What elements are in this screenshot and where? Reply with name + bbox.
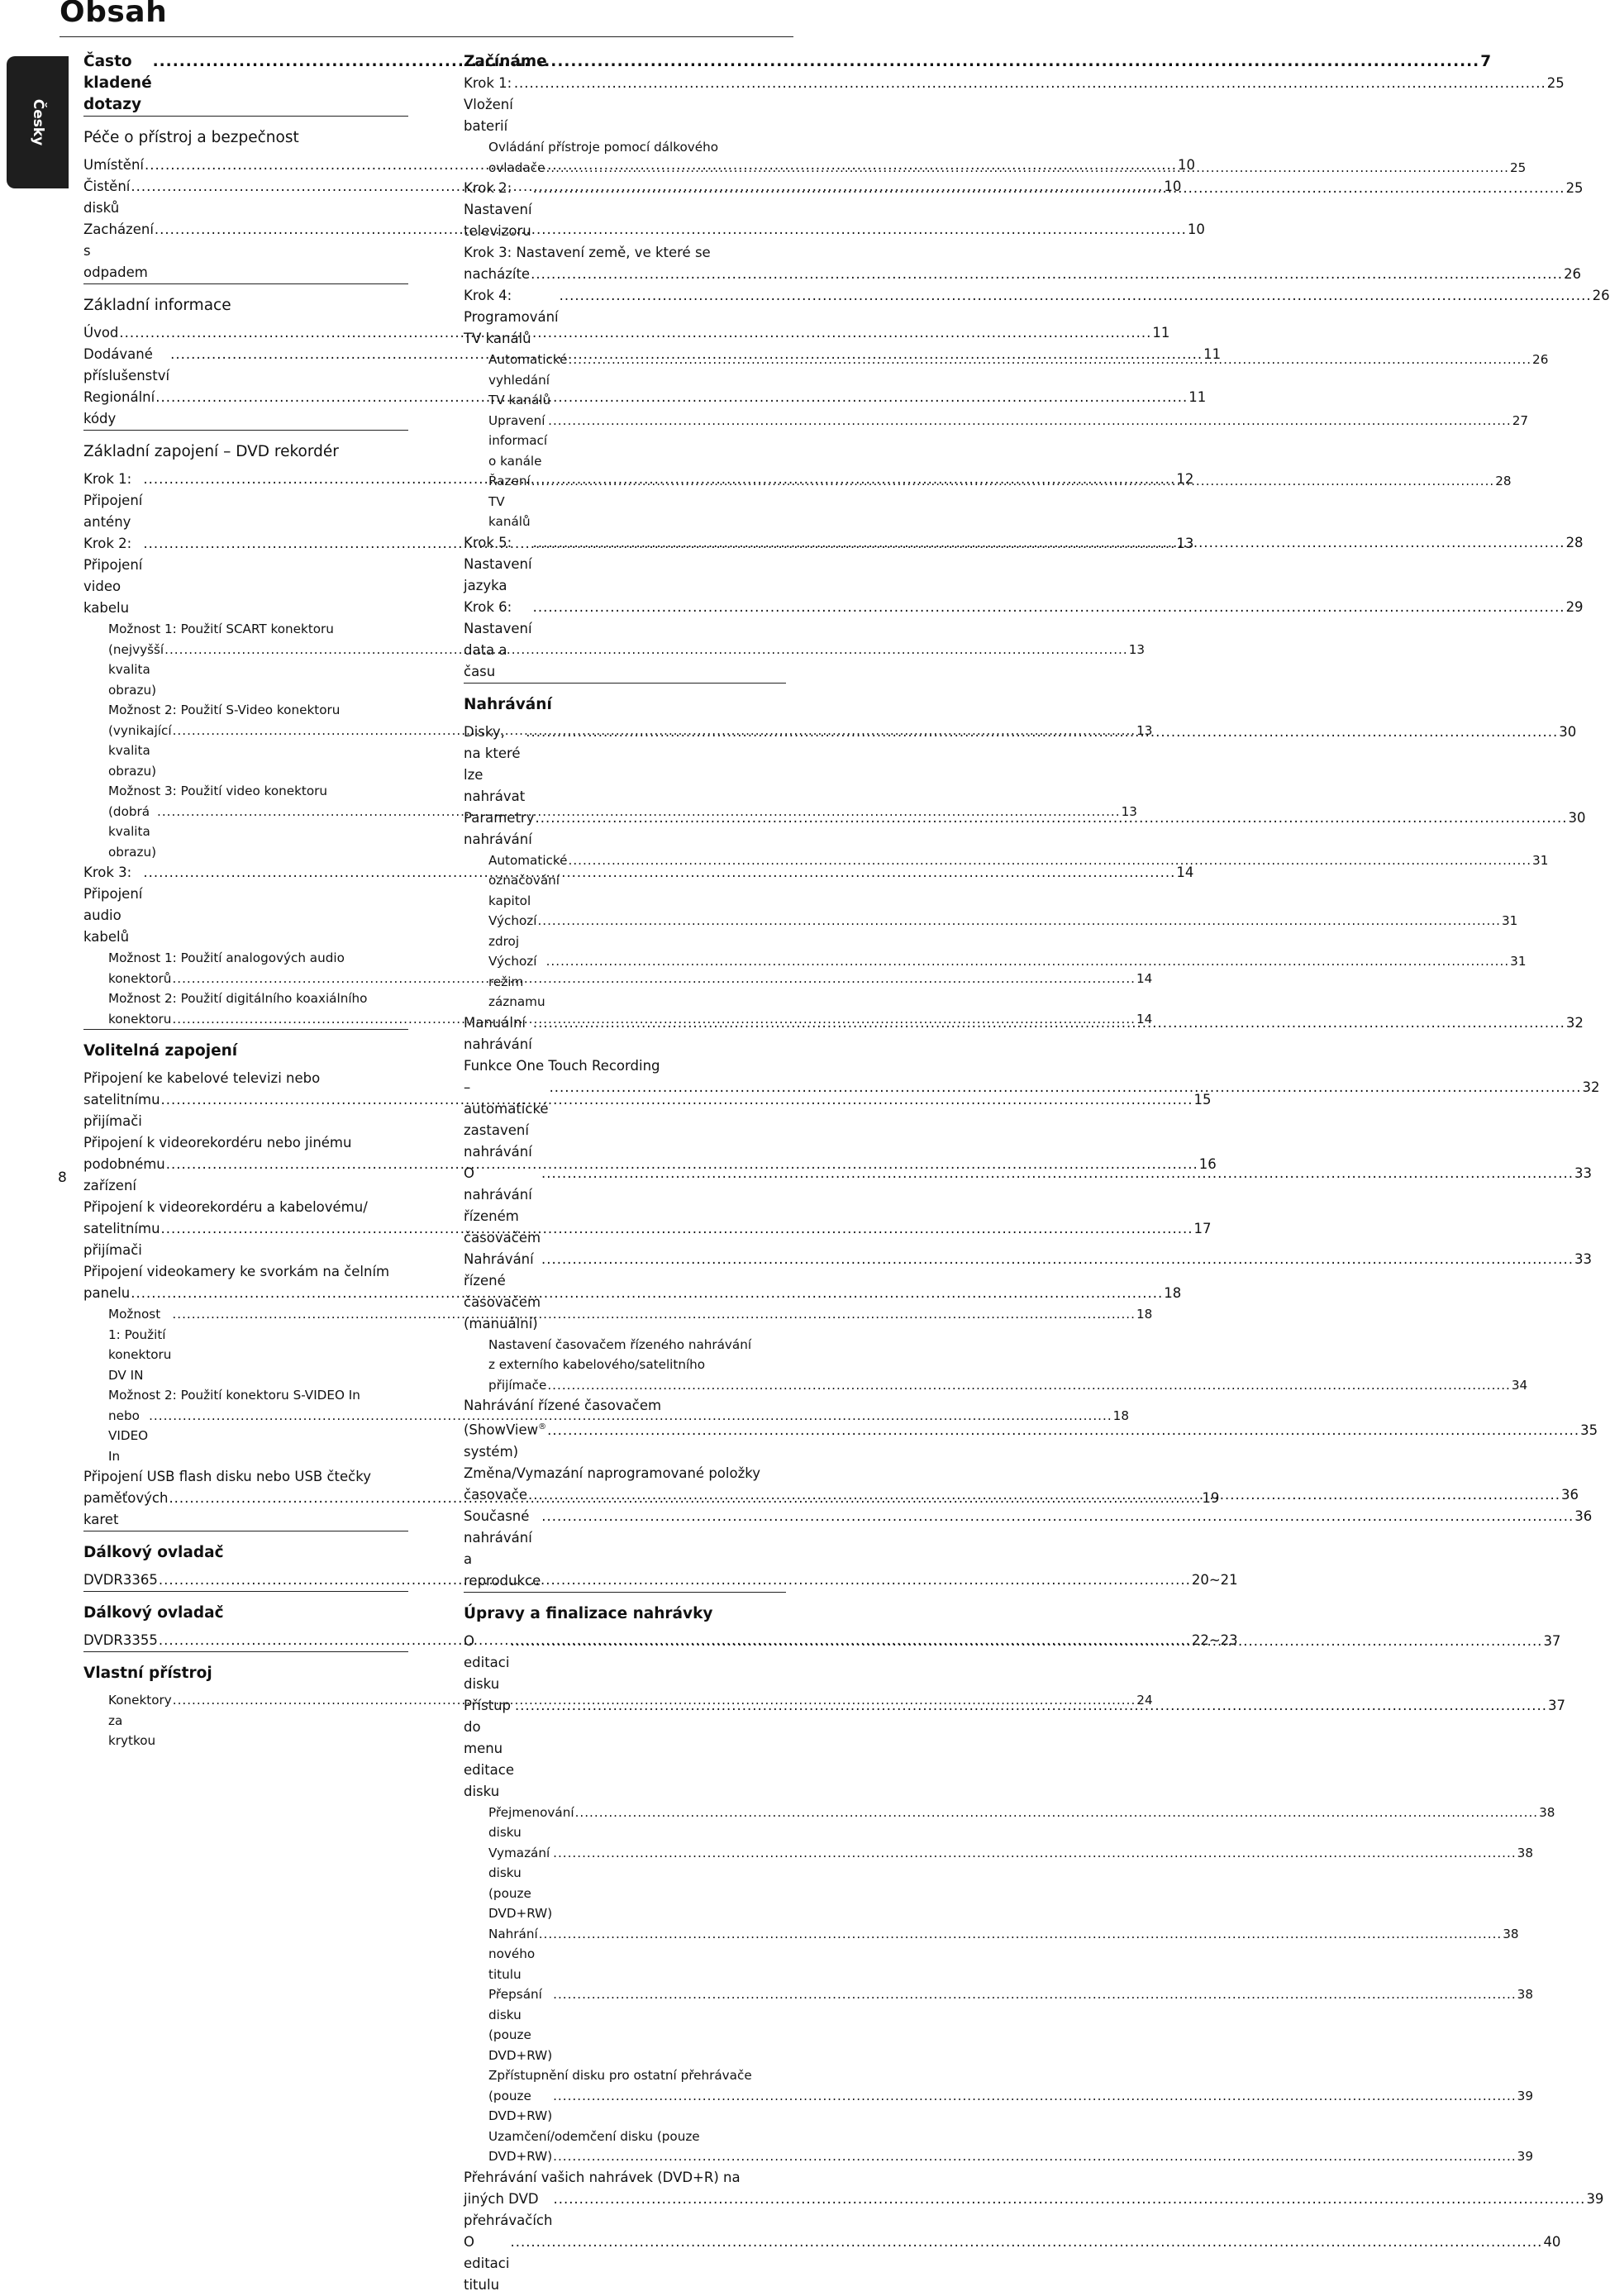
toc-entry-page: 11: [1203, 346, 1222, 362]
section-heading: Dálkový ovladač: [83, 1544, 224, 1561]
toc-entry-page: 17: [1193, 1221, 1212, 1236]
toc-entry-title: Krok 4: Programování TV kanálů: [464, 288, 559, 346]
toc-entry[interactable]: [464, 2189, 1604, 2232]
toc-entry-text: Možnost 2: Použití digitálního koaxiálního: [108, 991, 368, 1006]
toc-entry[interactable]: [464, 2232, 1561, 2296]
toc-entry-title: Parametry nahrávání: [464, 809, 535, 847]
dot-leader: [548, 411, 1512, 431]
toc-entry[interactable]: [83, 1630, 1238, 1651]
toc-entry-page: 36: [1574, 1508, 1593, 1524]
toc-entry-page: 39: [1586, 2190, 1604, 2207]
toc-entry-title: Krok 5: Nastavení jazyka: [464, 534, 532, 593]
toc-entry-text: Nastavení časovačem řízeného nahrávání: [488, 1336, 752, 1352]
dot-leader: [541, 1506, 1574, 1527]
toc-entry-page: 18: [1112, 1408, 1129, 1423]
toc-entry-title: nebo VIDEO In: [108, 1408, 149, 1464]
toc-entry-title: Možnost 1: Použití konektoru DV IN: [108, 1307, 172, 1383]
toc-entry[interactable]: [83, 1283, 1182, 1304]
dot-leader: [569, 850, 1532, 871]
toc-entry-page: 34: [1511, 1377, 1528, 1393]
toc-entry-title: Upravení informací o kanále: [488, 412, 548, 469]
toc-entry-title: Krok 3: Připojení audio kabelů: [83, 865, 143, 945]
toc-entry-page: 35: [1580, 1422, 1598, 1438]
toc-entry-page: 19: [1202, 1490, 1220, 1506]
toc-entry-page: 39: [1517, 2149, 1533, 2164]
dot-leader: [553, 1984, 1517, 2005]
dot-leader: [550, 1077, 1582, 1098]
toc-entry-page: 10: [1177, 157, 1195, 173]
dot-leader: [514, 73, 1546, 94]
toc-entry[interactable]: [108, 1009, 1153, 1030]
toc-entry-title: Automatické označování kapitol: [488, 852, 568, 908]
dot-leader: [153, 51, 1480, 73]
section-heading: Úpravy a finalizace nahrávky: [464, 1604, 713, 1622]
toc-entry[interactable]: [488, 2086, 1533, 2127]
dot-leader: [575, 1803, 1539, 1823]
toc-entry-title: Krok 2: Nastavení televizoru: [464, 180, 532, 239]
toc-entry[interactable]: [83, 1570, 1238, 1591]
toc-entry-page: 30: [1559, 723, 1577, 740]
dot-leader: [533, 178, 1565, 199]
toc-entry-title: Krok 1: Vložení baterií: [464, 75, 513, 134]
section-heading: Vlastní přístroj: [83, 1665, 212, 1682]
dot-leader: [510, 2232, 1542, 2253]
toc-entry-title: DVDR3365: [83, 1572, 158, 1588]
toc-entry-page: 13: [1121, 803, 1137, 819]
dot-leader: [533, 597, 1565, 618]
toc-entry-title: – automatické zastavení nahrávání: [464, 1079, 549, 1160]
toc-entry[interactable]: [488, 1984, 1533, 2065]
toc-entry-page: 31: [1501, 913, 1518, 928]
toc-entry-page: 13: [1136, 722, 1153, 738]
section-heading: Péče o přístroj a bezpečnost: [83, 129, 299, 146]
toc-entry-text: Možnost 1: Použití SCART konektoru: [108, 622, 334, 636]
dot-leader: [515, 1695, 1547, 1717]
dot-leader: [546, 951, 1510, 972]
toc-entry-title: DVDR3355: [83, 1632, 158, 1648]
toc-entry-text: Připojení videokamery ke svorkám na čelním: [83, 1264, 390, 1279]
toc-entry-title: Čistění disků: [83, 179, 131, 216]
toc-entry[interactable]: [108, 969, 1153, 989]
toc-entry-page: 11: [1188, 389, 1207, 405]
toc-entry-page: 11: [1152, 325, 1170, 341]
toc-entry-page: 38: [1539, 1804, 1555, 1820]
dot-leader: [528, 1484, 1560, 1506]
toc-entry-text: Krok 3: Nastavení země, ve které se: [464, 245, 711, 260]
toc-entry-page: 31: [1510, 954, 1527, 969]
toc-entry-text: Připojení k videorekordéru nebo jinému: [83, 1135, 352, 1150]
toc-entry-page: 10: [1164, 179, 1182, 194]
toc-entry-page: 7: [1480, 53, 1492, 70]
toc-entry-text: Přehrávání vašich nahrávek (DVD+R) na: [464, 2169, 741, 2185]
toc-entry-text: Připojení ke kabelové televizi nebo: [83, 1070, 321, 1086]
toc-entry-title: Disky, na které lze nahrávat: [464, 723, 526, 804]
toc-entry-page: 33: [1574, 1165, 1593, 1181]
toc-entry-page: 38: [1503, 1926, 1519, 1941]
page-title: Obsah: [60, 0, 168, 29]
dot-leader: [535, 807, 1567, 829]
toc-entry-title: Konektory za krytkou: [108, 1693, 172, 1748]
toc-entry-page: 29: [1565, 598, 1584, 615]
toc-entry[interactable]: [83, 1154, 1217, 1197]
toc-entry-text: Funkce One Touch Recording: [464, 1057, 660, 1074]
toc-entry-title: DVD+RW): [488, 2149, 553, 2164]
toc-entry-page: 37: [1548, 1697, 1565, 1713]
toc-entry-title: konektoru: [108, 1011, 172, 1027]
toc-entry-title: O nahrávání řízeném časovačem: [464, 1165, 541, 1246]
toc-entry[interactable]: [488, 1803, 1555, 1843]
toc-entry-page: 25: [1546, 75, 1565, 91]
toc-entry-page: 31: [1532, 852, 1549, 868]
toc-entry-title: (dobrá kvalita obrazu): [108, 803, 157, 860]
toc-entry[interactable]: [488, 1843, 1533, 1924]
toc-entry-page: 13: [1176, 536, 1194, 551]
toc-entry-page: 39: [1517, 2088, 1533, 2103]
toc-entry-page: 25: [1510, 160, 1527, 175]
toc-entry-title: Výchozí režim záznamu: [488, 954, 545, 1009]
toc-entry-title: (pouze DVD+RW): [488, 2088, 553, 2123]
toc-entry-title: (ShowView® systém): [464, 1422, 547, 1460]
language-tab-label: Česky: [29, 98, 46, 146]
dot-leader: [537, 911, 1501, 931]
toc-entry-page: 18: [1164, 1285, 1182, 1301]
dot-leader: [547, 1375, 1511, 1396]
toc-entry[interactable]: [464, 1417, 1598, 1463]
dot-leader: [547, 1420, 1579, 1441]
title-rule: [60, 36, 793, 37]
toc-entry[interactable]: [464, 73, 1565, 137]
toc-entry-page: 14: [1136, 1011, 1153, 1027]
toc-entry-title: O editaci disku: [464, 1632, 510, 1692]
dot-leader: [553, 1843, 1517, 1864]
toc-entry[interactable]: [464, 264, 1582, 285]
section-heading: Začínáme: [464, 53, 547, 70]
toc-entry-text: z externího kabelového/satelitního: [488, 1357, 706, 1372]
toc-entry-page: 27: [1512, 412, 1529, 428]
toc-entry-title: Současné nahrávání a reprodukce: [464, 1508, 541, 1589]
toc-entry-page: 37: [1543, 1632, 1561, 1649]
toc-entry-page: 25: [1565, 180, 1584, 196]
toc-entry-title: jiných DVD přehrávačích: [464, 2190, 553, 2228]
toc-entry[interactable]: [488, 1375, 1528, 1396]
section-heading: Základní zapojení – DVD rekordér: [83, 443, 339, 460]
toc-entry-text: Změna/Vymazání naprogramované položky: [464, 1465, 760, 1481]
toc-entry-title: Přístup do menu editace disku: [464, 1697, 515, 1799]
toc-entry-title: panelu: [83, 1285, 131, 1301]
toc-entry-title: Automatické vyhledání TV kanálů: [488, 352, 568, 407]
toc-entry[interactable]: [83, 387, 1207, 430]
toc-entry-page: 38: [1517, 1845, 1533, 1860]
toc-entry[interactable]: [83, 322, 1170, 344]
dot-leader: [539, 1924, 1503, 1945]
dot-leader: [510, 1631, 1542, 1652]
toc-entry-title: Regionální kódy: [83, 389, 155, 426]
toc-entry-title: (vynikající kvalita obrazu): [108, 722, 172, 779]
dot-leader: [531, 471, 1495, 492]
toc-entry-page: 26: [1564, 266, 1582, 282]
dot-leader: [541, 1249, 1574, 1270]
toc-entry-page: 10: [1187, 222, 1205, 237]
toc-entry-title: Výchozí zdroj: [488, 913, 537, 949]
toc-entry-title: časovače: [464, 1486, 527, 1503]
toc-entry-title: Umístění: [83, 157, 144, 173]
toc-entry-title: Krok 2: Připojení video kabelu: [83, 536, 143, 616]
toc-entry-page: 13: [1128, 641, 1146, 657]
toc-entry-page: 32: [1582, 1079, 1600, 1095]
toc-entry-title: satelitnímu přijímači: [83, 1221, 160, 1258]
toc-entry-title: satelitnímu přijímači: [83, 1092, 160, 1129]
toc-entry-page: 24: [1136, 1693, 1153, 1708]
section-heading: Základní informace: [83, 297, 231, 314]
toc-entry-page: 30: [1568, 809, 1586, 826]
toc-entry-page: 15: [1193, 1092, 1212, 1108]
dot-leader: [553, 2086, 1517, 2107]
section-heading: Dálkový ovladač: [83, 1604, 224, 1622]
toc-entry-title: O editaci titulu: [464, 2233, 510, 2293]
dot-leader: [531, 264, 1563, 285]
toc-entry-text: Nahrávání řízené časovačem: [464, 1398, 662, 1413]
toc-entry[interactable]: [488, 1924, 1519, 1985]
toc-entry-text: Připojení USB flash disku nebo USB čtečky: [83, 1469, 371, 1484]
toc-entry-page: 32: [1565, 1014, 1584, 1031]
toc-entry-title: Krok 1: Připojení antény: [83, 471, 143, 530]
toc-entry-title: Manuální nahrávání: [464, 1014, 532, 1052]
toc-entry-page: 22~23: [1191, 1632, 1238, 1648]
toc-entry[interactable]: [83, 1218, 1212, 1261]
toc-entry-title: přijímače: [488, 1377, 547, 1393]
toc-entry-title: Přepsání disku (pouze DVD+RW): [488, 1987, 553, 2063]
toc-entry-title: (nejvyšší kvalita obrazu): [108, 641, 164, 698]
toc-entry-text: Možnost 3: Použití video konektoru: [108, 784, 328, 798]
language-tab: [7, 56, 69, 188]
toc-entry-title: Nahrání nového titulu: [488, 1926, 538, 1982]
toc-entry-title: Často kladené dotazy: [83, 53, 152, 113]
toc-entry-page: 28: [1495, 474, 1512, 488]
dot-leader: [569, 350, 1532, 370]
dot-leader: [541, 1163, 1574, 1184]
dot-leader: [545, 158, 1509, 179]
toc-entry[interactable]: [488, 2146, 1533, 2167]
toc-entry-title: Dodávané příslušenství: [83, 346, 170, 383]
toc-entry-page: 33: [1574, 1250, 1593, 1267]
toc-entry-page: 20~21: [1191, 1572, 1238, 1588]
toc-entry-text: Zpřístupnění disku pro ostatní přehrávače: [488, 2068, 752, 2083]
toc-entry-page: 18: [1136, 1307, 1153, 1322]
dot-leader: [560, 285, 1592, 307]
toc-entry-title: Vymazání disku (pouze DVD+RW): [488, 1845, 553, 1921]
section-heading: Nahrávání: [464, 695, 552, 713]
dot-leader: [533, 532, 1565, 554]
toc-entry-title: Zacházení s odpadem: [83, 222, 154, 280]
dot-leader: [533, 1012, 1565, 1034]
toc-entry-title: Řazení TV kanálů: [488, 474, 531, 529]
toc-entry-text: Možnost 1: Použití analogových audio: [108, 950, 345, 965]
toc-entry-title: Přejmenování disku: [488, 1804, 574, 1840]
dot-leader: [553, 2146, 1517, 2167]
toc-entry-title: Úvod: [83, 325, 119, 341]
toc-entry[interactable]: [488, 911, 1518, 951]
toc-entry-page: 36: [1560, 1486, 1579, 1503]
toc-entry-page: 38: [1517, 1987, 1533, 2002]
toc-entry-page: 26: [1592, 288, 1610, 303]
dot-leader: [526, 722, 1558, 743]
dot-leader: [553, 2189, 1585, 2210]
toc-entry-page: 14: [1176, 865, 1194, 880]
toc-entry-title: paměťových karet: [83, 1490, 169, 1527]
registered-mark: ®: [538, 1422, 547, 1431]
toc-entry-page: 40: [1543, 2233, 1561, 2250]
toc-entry[interactable]: [488, 411, 1529, 472]
toc-entry-page: 16: [1198, 1156, 1217, 1172]
toc-entry-title: podobnému zařízení: [83, 1156, 165, 1193]
toc-entry-page: 12: [1176, 471, 1194, 487]
toc-entry-title: konektorů: [108, 970, 172, 986]
toc-entry-text: Možnost 2: Použití konektoru S-VIDEO In: [108, 1388, 360, 1403]
toc-entry-text: Uzamčení/odemčení disku (pouze: [488, 2128, 700, 2144]
toc-entry-title: nacházíte: [464, 266, 531, 282]
toc-entry-page: 14: [1136, 970, 1153, 986]
toc-entry-title: Nahrávání řízené časovačem (manuální): [464, 1250, 541, 1331]
toc-entry-title: Krok 6: Nastavení data a času: [464, 598, 532, 679]
toc-entry-text: Ovládání přístroje pomocí dálkového: [488, 140, 719, 155]
toc-entry[interactable]: [108, 640, 1146, 701]
toc-entry-text: Připojení k videorekordéru a kabelovému/: [83, 1199, 368, 1215]
toc-entry-title: ovladače: [488, 160, 545, 175]
section-heading: Volitelná zapojení: [83, 1042, 238, 1060]
toc-entry-text: Možnost 2: Použití S-Video konektoru: [108, 703, 341, 717]
toc-entry-page: 26: [1532, 352, 1549, 367]
toc-entry-page: 28: [1565, 534, 1584, 550]
page-number: 8: [58, 1169, 67, 1186]
